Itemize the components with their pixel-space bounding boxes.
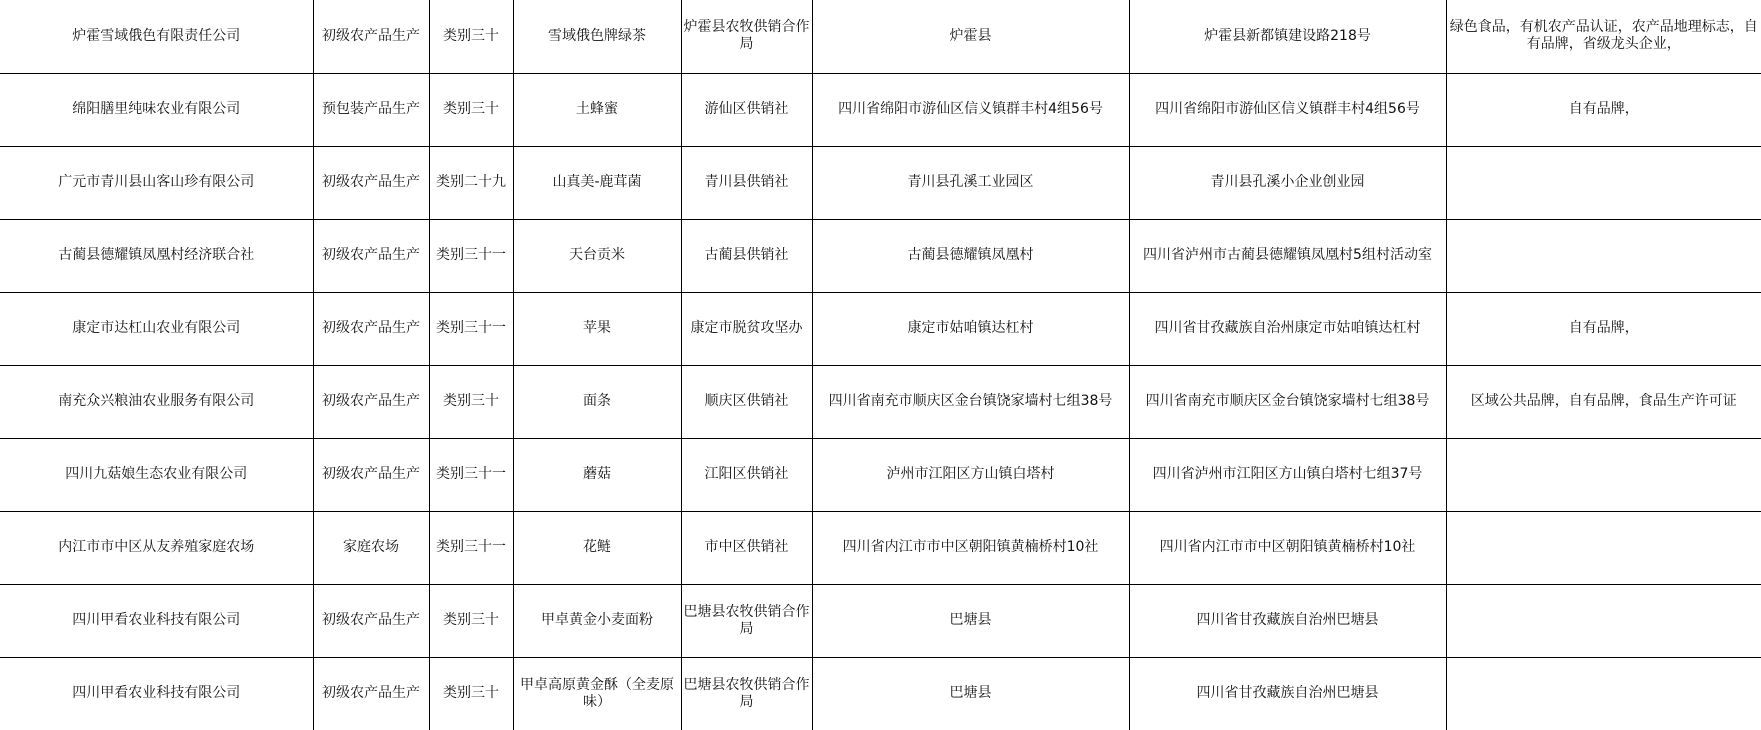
product-cell: 苹果: [513, 292, 681, 365]
table-row: [0, 657, 1761, 730]
address-cell: 青川县孔溪小企业创业园: [1129, 146, 1446, 219]
company-cell: 康定市达杠山农业有限公司: [0, 292, 313, 365]
company-cell: 四川甲看农业科技有限公司: [0, 657, 313, 730]
category-cell: 类别三十: [429, 73, 513, 146]
product-cell: 甲卓高原黄金酥（全麦原味）: [513, 657, 681, 730]
certs-cell: [1446, 219, 1761, 292]
category-cell: 类别三十一: [429, 511, 513, 584]
company-cell: 古蔺县德耀镇凤凰村经济联合社: [0, 219, 313, 292]
product-cell: 土蜂蜜: [513, 73, 681, 146]
type-cell: 初级农产品生产: [313, 219, 429, 292]
category-cell: 类别三十一: [429, 219, 513, 292]
table-row: [0, 365, 1761, 438]
origin-cell: 巴塘县: [812, 584, 1129, 657]
type-cell: 家庭农场: [313, 511, 429, 584]
certs-cell: [1446, 584, 1761, 657]
address-cell: 四川省内江市市中区朝阳镇黄楠桥村10社: [1129, 511, 1446, 584]
category-cell: 类别二十九: [429, 146, 513, 219]
supplier-cell: 康定市脱贫攻坚办: [681, 292, 812, 365]
company-cell: 南充众兴粮油农业服务有限公司: [0, 365, 313, 438]
company-cell: 四川甲看农业科技有限公司: [0, 584, 313, 657]
certs-cell: [1446, 657, 1761, 730]
type-cell: 初级农产品生产: [313, 584, 429, 657]
category-cell: 类别三十: [429, 0, 513, 73]
address-cell: 四川省南充市顺庆区金台镇饶家墙村七组38号: [1129, 365, 1446, 438]
supplier-cell: 巴塘县农牧供销合作局: [681, 584, 812, 657]
table-row: [0, 438, 1761, 511]
category-cell: 类别三十一: [429, 438, 513, 511]
company-cell: 四川九菇娘生态农业有限公司: [0, 438, 313, 511]
supplier-cell: 江阳区供销社: [681, 438, 812, 511]
type-cell: 初级农产品生产: [313, 365, 429, 438]
origin-cell: 康定市姑咱镇达杠村: [812, 292, 1129, 365]
origin-cell: 泸州市江阳区方山镇白塔村: [812, 438, 1129, 511]
address-cell: 四川省绵阳市游仙区信义镇群丰村4组56号: [1129, 73, 1446, 146]
supplier-cell: 顺庆区供销社: [681, 365, 812, 438]
product-cell: 花鲢: [513, 511, 681, 584]
table-row: [0, 584, 1761, 657]
category-cell: 类别三十一: [429, 292, 513, 365]
address-cell: 四川省甘孜藏族自治州巴塘县: [1129, 657, 1446, 730]
origin-cell: 四川省南充市顺庆区金台镇饶家墙村七组38号: [812, 365, 1129, 438]
company-cell: 内江市市中区从友养殖家庭农场: [0, 511, 313, 584]
certs-cell: [1446, 511, 1761, 584]
company-cell: 炉霍雪域俄色有限责任公司: [0, 0, 313, 73]
supplier-cell: 巴塘县农牧供销合作局: [681, 657, 812, 730]
product-cell: 雪域俄色牌绿茶: [513, 0, 681, 73]
address-cell: 炉霍县新都镇建设路218号: [1129, 0, 1446, 73]
table-row: [0, 0, 1761, 73]
supplier-cell: 古蔺县供销社: [681, 219, 812, 292]
table-row: [0, 73, 1761, 146]
type-cell: 预包装产品生产: [313, 73, 429, 146]
type-cell: 初级农产品生产: [313, 657, 429, 730]
company-cell: 绵阳膳里纯味农业有限公司: [0, 73, 313, 146]
table-row: [0, 511, 1761, 584]
supplier-cell: 青川县供销社: [681, 146, 812, 219]
supplier-cell: 市中区供销社: [681, 511, 812, 584]
product-cell: 蘑菇: [513, 438, 681, 511]
supplier-cell: 炉霍县农牧供销合作局: [681, 0, 812, 73]
address-cell: 四川省泸州市古蔺县德耀镇凤凰村5组村活动室: [1129, 219, 1446, 292]
certs-cell: [1446, 146, 1761, 219]
origin-cell: 古蔺县德耀镇凤凰村: [812, 219, 1129, 292]
origin-cell: 炉霍县: [812, 0, 1129, 73]
type-cell: 初级农产品生产: [313, 0, 429, 73]
address-cell: 四川省泸州市江阳区方山镇白塔村七组37号: [1129, 438, 1446, 511]
table-row: [0, 292, 1761, 365]
origin-cell: 四川省内江市市中区朝阳镇黄楠桥村10社: [812, 511, 1129, 584]
certs-cell: 绿色食品，有机农产品认证，农产品地理标志，自有品牌，省级龙头企业，: [1446, 0, 1761, 73]
category-cell: 类别三十: [429, 584, 513, 657]
product-cell: 山真美-鹿茸菌: [513, 146, 681, 219]
certs-cell: 区域公共品牌，自有品牌，食品生产许可证: [1446, 365, 1761, 438]
certs-cell: [1446, 438, 1761, 511]
type-cell: 初级农产品生产: [313, 146, 429, 219]
category-cell: 类别三十: [429, 365, 513, 438]
certs-cell: 自有品牌，: [1446, 292, 1761, 365]
origin-cell: 四川省绵阳市游仙区信义镇群丰村4组56号: [812, 73, 1129, 146]
product-cell: 甲卓黄金小麦面粉: [513, 584, 681, 657]
category-cell: 类别三十: [429, 657, 513, 730]
origin-cell: 巴塘县: [812, 657, 1129, 730]
product-cell: 面条: [513, 365, 681, 438]
table-row: [0, 146, 1761, 219]
address-cell: 四川省甘孜藏族自治州康定市姑咱镇达杠村: [1129, 292, 1446, 365]
supplier-cell: 游仙区供销社: [681, 73, 812, 146]
certs-cell: 自有品牌，: [1446, 73, 1761, 146]
company-cell: 广元市青川县山客山珍有限公司: [0, 146, 313, 219]
product-cell: 天台贡米: [513, 219, 681, 292]
type-cell: 初级农产品生产: [313, 438, 429, 511]
type-cell: 初级农产品生产: [313, 292, 429, 365]
origin-cell: 青川县孔溪工业园区: [812, 146, 1129, 219]
table-row: [0, 219, 1761, 292]
address-cell: 四川省甘孜藏族自治州巴塘县: [1129, 584, 1446, 657]
